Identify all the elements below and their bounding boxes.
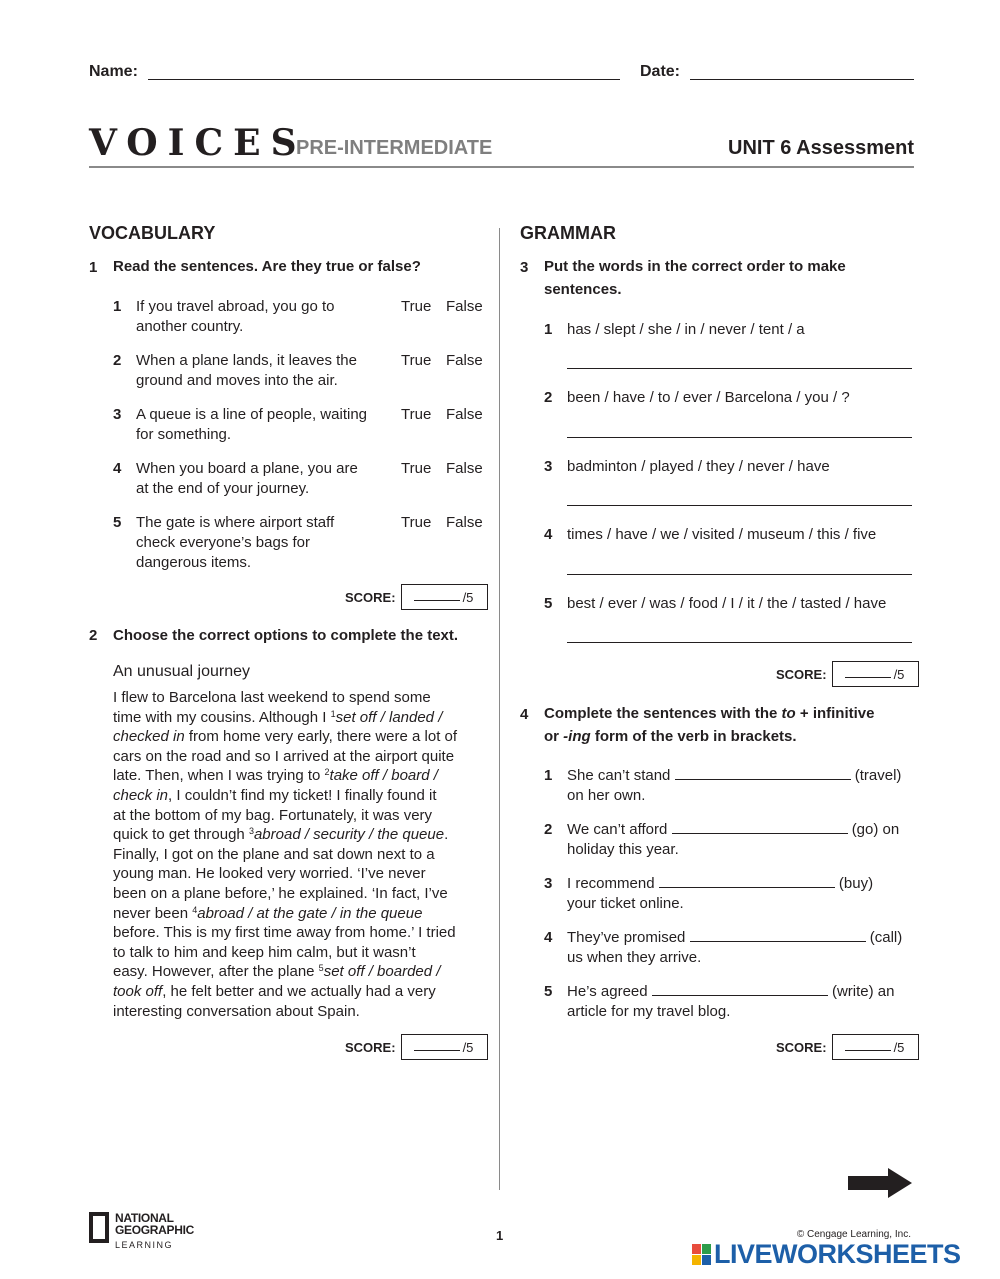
passage-line: to talk to him and keep him calm, but it wasn’t: [113, 943, 416, 961]
passage-line: time with my cousins. Although I $^1$set off / landed /: [113, 708, 443, 726]
exercise-instruction: Put the words in the correct order to make sentences.: [544, 258, 846, 298]
item-text: badminton / played / they / never / have: [567, 458, 830, 475]
item-text: When a plane lands, it leaves the: [136, 352, 357, 369]
true-option[interactable]: True: [401, 352, 432, 369]
item-text: ground and moves into the air.: [136, 372, 338, 389]
brand-title: VOICES: [89, 122, 307, 164]
item-number: 4: [113, 460, 122, 477]
item-number: 4: [544, 929, 553, 946]
score-max: /5: [893, 1040, 905, 1055]
yellow-border-icon: [89, 1212, 109, 1243]
false-option[interactable]: False: [446, 352, 483, 369]
item-number: 5: [544, 983, 553, 1000]
gap-field[interactable]: [659, 874, 835, 888]
item-text: times / have / we / visited / museum / this / five: [567, 526, 877, 543]
passage-line: never been $^4$abroad / at the gate / in the queue: [113, 904, 423, 922]
passage-line: before. This is my first time away from home.’ I tried: [113, 924, 456, 942]
score-label: SCORE:: [345, 1039, 396, 1055]
exercise-number: 1: [89, 259, 98, 276]
answer-field[interactable]: [567, 642, 912, 643]
exercise-instruction: Read the sentences. Are they true or false?: [113, 258, 421, 275]
item-text: A queue is a line of people, waiting: [136, 406, 367, 423]
passage-line: I flew to Barcelona last weekend to spend some: [113, 689, 431, 706]
score-box: [776, 1034, 919, 1060]
false-option[interactable]: False: [446, 460, 483, 477]
passage-line: easy. However, after the plane $^5$set off / boarded /: [113, 963, 441, 981]
score-label: SCORE:: [776, 1039, 827, 1055]
exercise-number: 2: [89, 627, 98, 644]
true-option[interactable]: True: [401, 406, 432, 423]
option-set-5[interactable]: set off / boarded /: [323, 963, 441, 981]
item-number: 2: [544, 389, 553, 406]
passage-line: checked in from home very early, there were a lot of: [113, 728, 458, 746]
passage-line: check in, I couldn’t find my ticket! I finally found it: [113, 786, 437, 804]
exercise-instruction: Complete the sentences with the to + infinitive or -ing form of the verb in brackets.: [544, 705, 875, 745]
option-set-4[interactable]: abroad / at the gate / in the queue: [197, 904, 423, 922]
item-number: 3: [544, 875, 553, 892]
answer-field[interactable]: [567, 574, 912, 575]
item-number: 5: [113, 514, 122, 531]
score-field[interactable]: [832, 1034, 919, 1060]
item-text: at the end of your journey.: [136, 480, 310, 497]
passage-line: Finally, I got on the plane and sat down next to a: [113, 845, 435, 863]
page-number: 1: [496, 1228, 504, 1243]
item-number: 2: [113, 352, 122, 369]
item-text: The gate is where airport staff: [136, 514, 335, 531]
option-set-1[interactable]: checked in: [113, 728, 185, 746]
score-field[interactable]: [401, 1034, 488, 1060]
passage-line: quick to get through $^3$abroad / security / the queue.: [113, 826, 449, 844]
item-text: for something.: [136, 426, 232, 443]
true-option[interactable]: True: [401, 298, 432, 315]
option-set-2[interactable]: check in: [113, 786, 169, 804]
item-number: 2: [544, 821, 553, 838]
passage-line: young man. He looked very worried. ‘I’ve never: [113, 865, 426, 883]
score-max: /5: [462, 1040, 474, 1055]
passage-line: at the bottom of my bag. Fortunately, it was very: [113, 806, 433, 824]
score-max: /5: [462, 590, 474, 605]
score-max: /5: [893, 667, 905, 682]
passage-line: interesting conversation about Spain.: [113, 1002, 360, 1020]
option-set-1[interactable]: set off / landed /: [335, 708, 443, 726]
passage-line: been on a plane before,’ he explained. ‘In fact, I’ve: [113, 884, 448, 902]
false-option[interactable]: False: [446, 406, 483, 423]
answer-field[interactable]: [567, 368, 912, 369]
header-divider: [89, 166, 914, 168]
gap-field[interactable]: [652, 982, 828, 996]
item-number: 1: [544, 321, 553, 338]
gap-field[interactable]: [672, 820, 848, 834]
level-label: PRE-INTERMEDIATE: [296, 137, 493, 159]
item-text: dangerous items.: [136, 554, 252, 571]
date-field[interactable]: [690, 79, 914, 80]
score-box: [776, 661, 919, 687]
exercise-instruction: Choose the correct options to complete the text.: [113, 627, 459, 644]
item-number: 3: [113, 406, 122, 423]
item-text: another country.: [136, 318, 244, 335]
vocabulary-title: VOCABULARY: [89, 223, 216, 243]
score-field[interactable]: [401, 584, 488, 610]
gap-field[interactable]: [690, 928, 866, 942]
false-option[interactable]: False: [446, 298, 483, 315]
reading-passage: [113, 688, 483, 1021]
item-text: check everyone’s bags for: [136, 534, 310, 551]
item-number: 1: [113, 298, 122, 315]
option-set-2[interactable]: take off / board /: [329, 767, 438, 785]
score-box: [345, 1034, 488, 1060]
score-field[interactable]: [832, 661, 919, 687]
item-number: 1: [544, 767, 553, 784]
option-set-3[interactable]: abroad / security / the queue: [253, 826, 445, 844]
answer-field[interactable]: [567, 437, 912, 438]
item-text: been / have / to / ever / Barcelona / you / ?: [567, 389, 850, 406]
option-set-5[interactable]: took off: [113, 982, 163, 1000]
score-label: SCORE:: [776, 666, 827, 682]
next-arrow-icon[interactable]: [848, 1168, 912, 1203]
item-number: 3: [544, 458, 553, 475]
liveworksheets-icon: [692, 1244, 711, 1265]
passage-line: took off, he felt better and we actually had a very: [113, 982, 436, 1000]
publisher-logo: NATIONAL GEOGRAPHIC LEARNING: [89, 1212, 194, 1251]
score-label: SCORE:: [345, 589, 396, 605]
item-text: When you board a plane, you are: [136, 460, 358, 477]
item-text: best / ever / was / food / I / it / the / tasted / have: [567, 595, 887, 612]
gap-field[interactable]: [675, 766, 851, 780]
answer-field[interactable]: [567, 505, 912, 506]
item-text: If you travel abroad, you go to: [136, 298, 335, 315]
item-number: 5: [544, 595, 553, 612]
unit-title: UNIT 6 Assessment: [728, 137, 914, 159]
false-option[interactable]: False: [446, 514, 483, 531]
grammar-title: GRAMMAR: [520, 223, 616, 243]
true-option[interactable]: True: [401, 514, 432, 531]
exercise-number: 4: [520, 706, 529, 723]
liveworksheets-logo: LIVEWORKSHEETS: [692, 1239, 961, 1270]
column-divider: [499, 228, 500, 1190]
name-label: Name:: [89, 63, 138, 80]
name-field[interactable]: [148, 79, 620, 80]
item-text: has / slept / she / in / never / tent / a: [567, 321, 805, 338]
date-label: Date:: [640, 63, 681, 80]
passage-line: late. Then, when I was trying to $^2$take off / board /: [113, 767, 438, 785]
exercise-number: 3: [520, 259, 529, 276]
passage-line: cars on the road and so I arrived at the airport quite: [113, 747, 455, 765]
text-title: An unusual journey: [113, 663, 250, 680]
item-number: 4: [544, 526, 553, 543]
score-box: [345, 584, 488, 610]
true-option[interactable]: True: [401, 460, 432, 477]
copyright: © Cengage Learning, Inc.: [796, 1229, 911, 1240]
